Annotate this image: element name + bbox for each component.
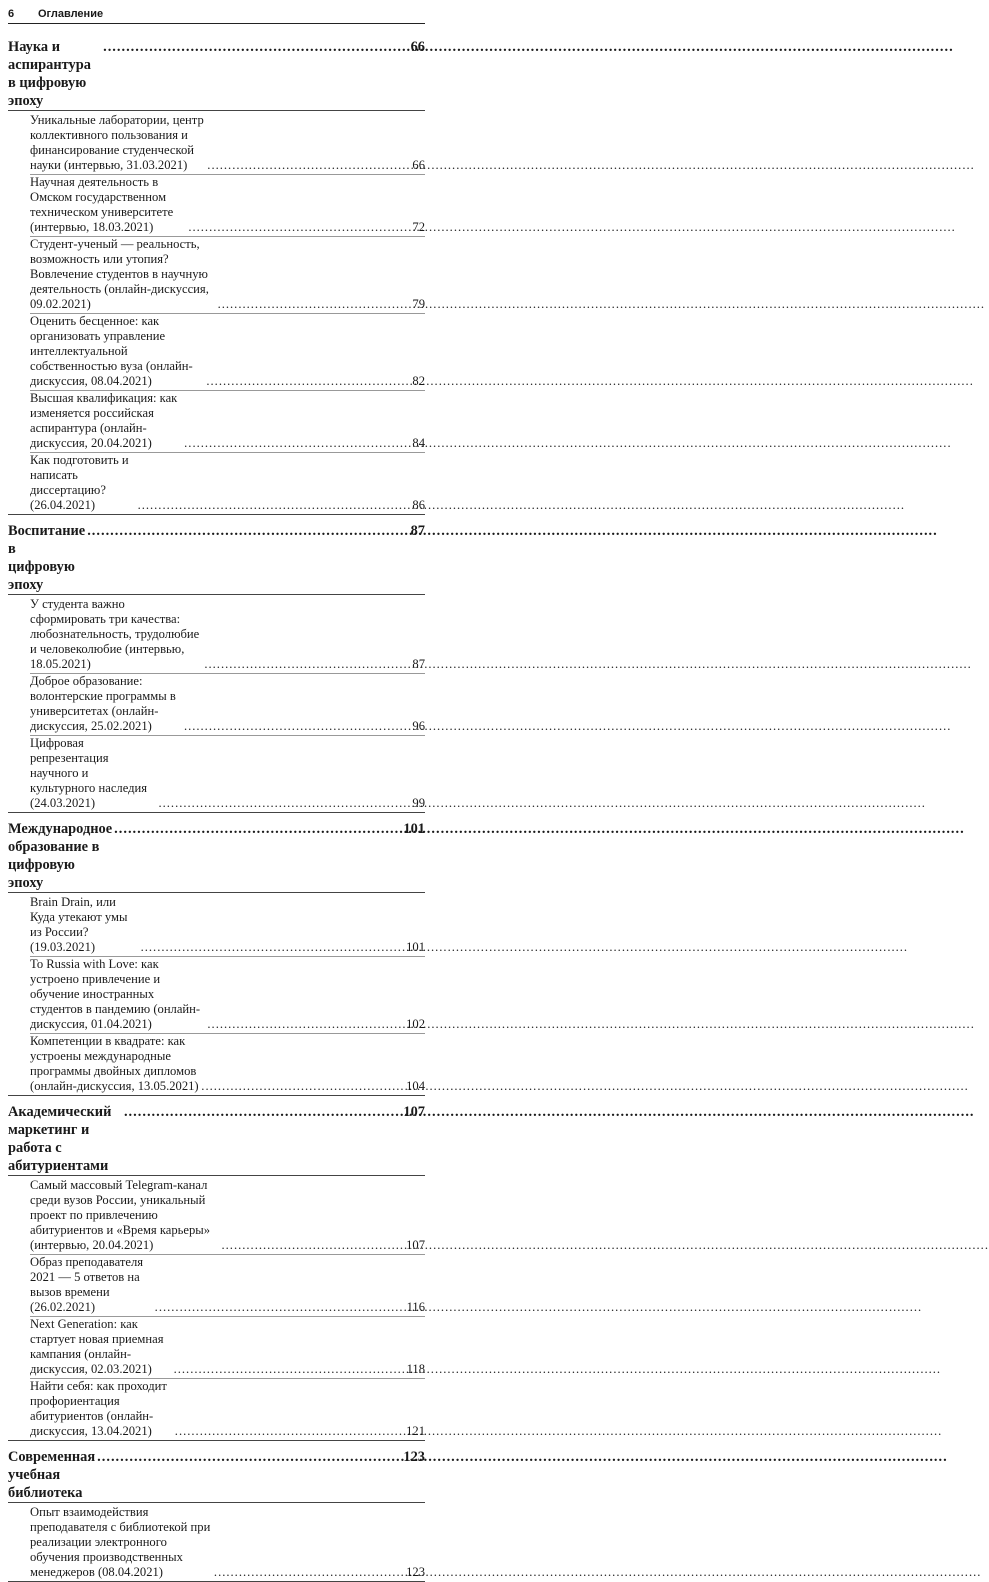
section-page: 123 — [403, 1449, 425, 1465]
entry-title: Образ преподавателя 2021 — 5 ответов на вызов времени (26.02.2021) — [30, 1255, 144, 1314]
entry-title: To Russia with Love: как устроено привлечение и обучение иностранных студентов в пандемию (онлайн-дискуссия, 01.04.2021) — [30, 957, 201, 1031]
toc-entry[interactable] — [8, 1379, 425, 1440]
toc-entry[interactable] — [8, 237, 425, 313]
section-bottom-rule — [8, 514, 425, 515]
toc-entry[interactable] — [8, 1178, 425, 1254]
toc-entry[interactable] — [8, 1034, 425, 1095]
dot-leader — [222, 1238, 405, 1253]
section-page: 87 — [410, 523, 425, 539]
entry-title: Опыт взаимодействия преподавателя с библиотекой при реализации электронного обучения производственных менеджеров (08.04.2021) — [30, 1505, 211, 1579]
dot-leader — [141, 940, 405, 955]
dot-leader — [201, 1079, 404, 1094]
entry-page: 118 — [406, 1362, 425, 1376]
toc-entry[interactable] — [8, 1317, 425, 1378]
section-rule — [8, 594, 425, 595]
dot-leader — [204, 657, 410, 672]
entry-page: 96 — [412, 719, 425, 733]
entry-page: 79 — [412, 297, 425, 311]
dot-leader — [138, 498, 411, 513]
entry-page: 101 — [406, 940, 425, 954]
section-rule — [8, 1175, 425, 1176]
section-title: Международное образование в цифровую эпоху — [8, 821, 113, 891]
entry-title: Оценить бесценное: как организовать управление интеллектуальной собственностью вуза (онлайн-дискуссия, 08.04.2021) — [30, 314, 193, 388]
section-bottom-rule — [8, 1095, 425, 1096]
entry-title: Цифровая репрезентация научного и культурного наследия (24.03.2021) — [30, 736, 148, 810]
entry-page: 72 — [412, 220, 425, 234]
entry-page: 123 — [406, 1565, 425, 1579]
entry-page: 121 — [406, 1424, 425, 1438]
dot-leader — [97, 1448, 401, 1466]
entry-title: Высшая квалификация: как изменяется российская аспирантура (онлайн-дискуссия, 20.04.2021) — [30, 391, 178, 450]
dot-leader — [207, 1017, 404, 1032]
toc-section — [8, 38, 425, 515]
dot-leader — [188, 220, 410, 235]
section-page: 66 — [410, 39, 425, 55]
entry-title: Brain Drain, или Куда утекают умы из России? (19.03.2021) — [30, 895, 128, 954]
entry-title: Самый массовый Telegram-канал среди вузов России, уникальный проект по привлечению абитуриентов и «Время карьеры» (интервью, 20.04.2021) — [30, 1178, 211, 1252]
section-bottom-rule — [8, 812, 425, 813]
dot-leader — [214, 1565, 404, 1580]
toc-entry[interactable] — [8, 674, 425, 735]
page-number: 6 — [8, 8, 15, 20]
dot-leader — [174, 1362, 405, 1377]
entry-title: Уникальные лаборатории, центр коллективного пользования и финансирование студенческой науки (интервью, 31.03.2021) — [30, 113, 204, 172]
section-heading[interactable] — [8, 820, 425, 892]
dot-leader — [87, 522, 408, 540]
entry-title: Как подготовить и написать диссертацию? (26.04.2021) — [30, 453, 129, 512]
entry-title: Next Generation: как стартует новая приемная кампания (онлайн-дискуссия, 02.03.2021) — [30, 1317, 164, 1376]
toc-entry[interactable] — [8, 597, 425, 673]
toc-entry[interactable] — [8, 1505, 425, 1581]
dot-leader — [158, 796, 410, 811]
section-rule — [8, 892, 425, 893]
toc-entry[interactable] — [8, 314, 425, 390]
dot-leader — [114, 820, 401, 838]
running-title: Оглавление — [38, 8, 104, 20]
header-rule — [8, 23, 425, 24]
dot-leader — [155, 1300, 405, 1315]
entry-page: 87 — [412, 657, 425, 671]
entry-page: 107 — [406, 1238, 425, 1252]
entry-page: 104 — [406, 1079, 425, 1093]
section-page: 101 — [403, 821, 425, 837]
toc-entry[interactable] — [8, 391, 425, 452]
section-rule — [8, 1502, 425, 1503]
section-heading[interactable] — [8, 1103, 425, 1175]
dot-leader — [124, 1103, 401, 1121]
section-title: Воспитание в цифровую эпоху — [8, 523, 86, 593]
dot-leader — [206, 374, 410, 389]
dot-leader — [175, 1424, 404, 1439]
entry-page: 116 — [406, 1300, 425, 1314]
section-title: Наука и аспирантура в цифровую эпоху — [8, 39, 91, 109]
section-page: 107 — [403, 1104, 425, 1120]
entry-page: 82 — [412, 374, 425, 388]
toc-section — [8, 522, 425, 813]
dot-leader — [103, 38, 409, 56]
dot-leader — [184, 436, 410, 451]
toc-section — [8, 1448, 425, 1582]
toc-entry[interactable] — [8, 453, 425, 514]
entry-title: Компетенции в квадрате: как устроены международные программы двойных дипломов (онлайн-дискуссия, 13.05.2021) — [30, 1034, 199, 1093]
entry-title: Студент-ученый — реальность, возможность или утопия? Вовлечение студентов в научную деятельность (онлайн-дискуссия, 09.02.2021) — [30, 237, 209, 311]
entry-page: 86 — [412, 498, 425, 512]
section-heading[interactable] — [8, 1448, 425, 1502]
dot-leader — [218, 297, 411, 312]
entry-page: 99 — [412, 796, 425, 810]
entry-title: Найти себя: как проходит профориентация абитуриентов (онлайн-дискуссия, 13.04.2021) — [30, 1379, 167, 1438]
toc-section — [8, 820, 425, 1096]
toc-entry[interactable] — [8, 736, 425, 812]
table-of-contents — [8, 32, 425, 1582]
entry-page: 66 — [412, 158, 425, 172]
toc-entry[interactable] — [8, 895, 425, 956]
dot-leader — [207, 158, 410, 173]
toc-entry[interactable] — [8, 1255, 425, 1316]
entry-page: 84 — [412, 436, 425, 450]
entry-title: У студента важно сформировать три качества: любознательность, трудолюбие и человеколюбие (интервью, 18.05.2021) — [30, 597, 200, 671]
entry-title: Доброе образование: волонтерские программы в университетах (онлайн-дискуссия, 25.02.2021) — [30, 674, 176, 733]
section-heading[interactable] — [8, 522, 425, 594]
section-rule — [8, 110, 425, 111]
section-bottom-rule — [8, 1440, 425, 1441]
entry-page: 102 — [406, 1017, 425, 1031]
section-title: Современная учебная библиотека — [8, 1449, 96, 1501]
section-heading[interactable] — [8, 38, 425, 110]
toc-section — [8, 1103, 425, 1441]
toc-entry[interactable] — [8, 175, 425, 236]
running-header — [8, 6, 425, 24]
toc-entry[interactable] — [8, 113, 425, 174]
toc-entry[interactable] — [8, 957, 425, 1033]
dot-leader — [184, 719, 410, 734]
section-title: Академический маркетинг и работа с абитуриентами — [8, 1104, 112, 1174]
entry-title: Научная деятельность в Омском государственном техническом университете (интервью, 18.03.2021) — [30, 175, 174, 234]
